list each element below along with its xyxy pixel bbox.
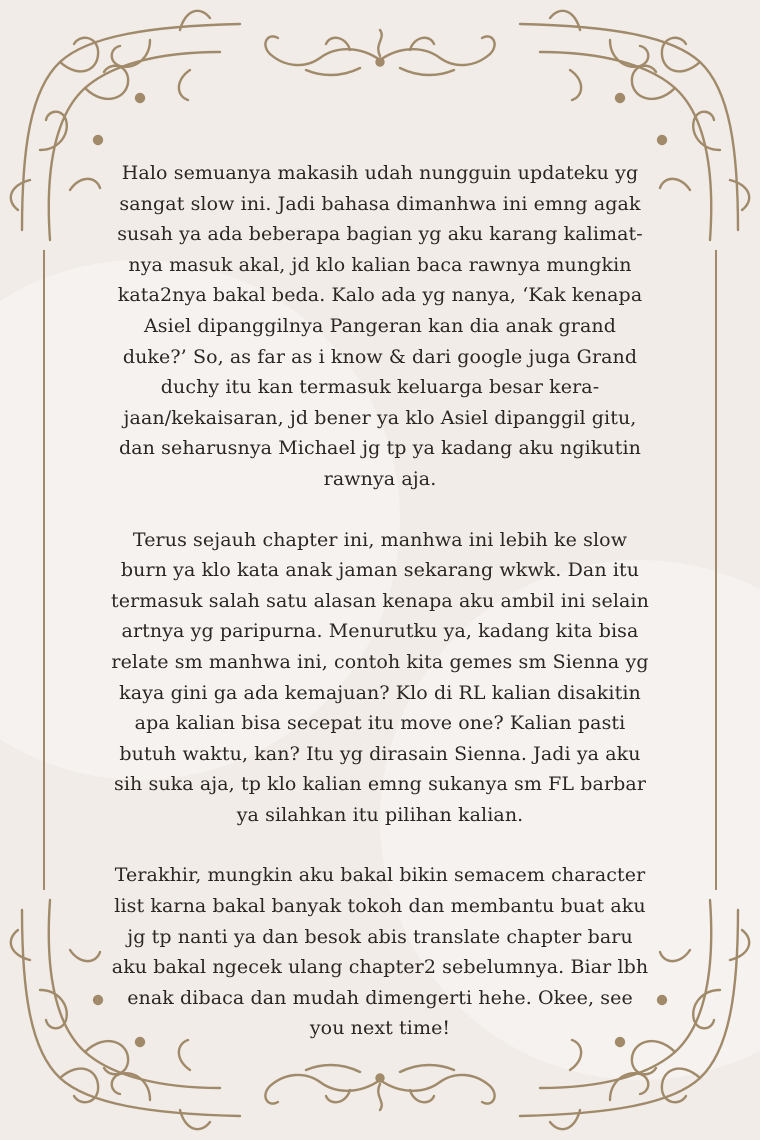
- paragraph-2: Terus sejauh chapter ini, manhwa ini lebih ke slow burn ya klo kata anak jaman sekarang wkwk. Dan itu termasuk salah satu alasan kenapa aku ambil ini selain artnya yg paripurna. Menurutku ya, kadang kita bisa relate sm manhwa ini, contoh kita gemes sm Sienna yg kaya gini ga ada kemajuan? Klo di RL kalian disakitin apa kalian bisa secepat itu move one? Kalian pasti butuh waktu, kan? Itu yg dirasain Sienna. Jadi ya aku sih suka aja, tp klo kalian emng sukanya sm FL barbar ya silahkan itu pilihan kalian.: [111, 528, 649, 826]
- paragraph-3: Terakhir, mungkin aku bakal bikin semacem character list karna bakal banyak tokoh dan membantu buat aku jg tp nanti ya dan besok abis translate chapter baru aku bakal ngecek ulang chapter2 sebelumnya. Biar lbh enak dibaca dan mudah dimengerti hehe. Okee, see you next time!: [111, 864, 649, 1040]
- message-body: [110, 158, 650, 1074]
- ornament-scroll-top: [265, 30, 494, 75]
- paragraph-1: Halo semuanya makasih udah nungguin updateku yg sangat slow ini. Jadi bahasa dimanhwa ini emng agak susah ya ada beberapa bagian yg aku karang kalimat-nya masuk akal, jd klo kalian baca rawnya mungkin kata2nya bakal beda. Kalo ada yg nanya, ‘Kak kenapa Asiel dipanggilnya Pangeran kan dia anak grand duke?’ So, as far as i know & dari google juga Grand duchy itu kan termasuk keluarga besar kera-jaan/kekaisaran, jd bener ya klo Asiel dipanggil gitu, dan seharusnya Michael jg tp ya kadang aku ngikutin rawnya aja.: [117, 162, 643, 490]
